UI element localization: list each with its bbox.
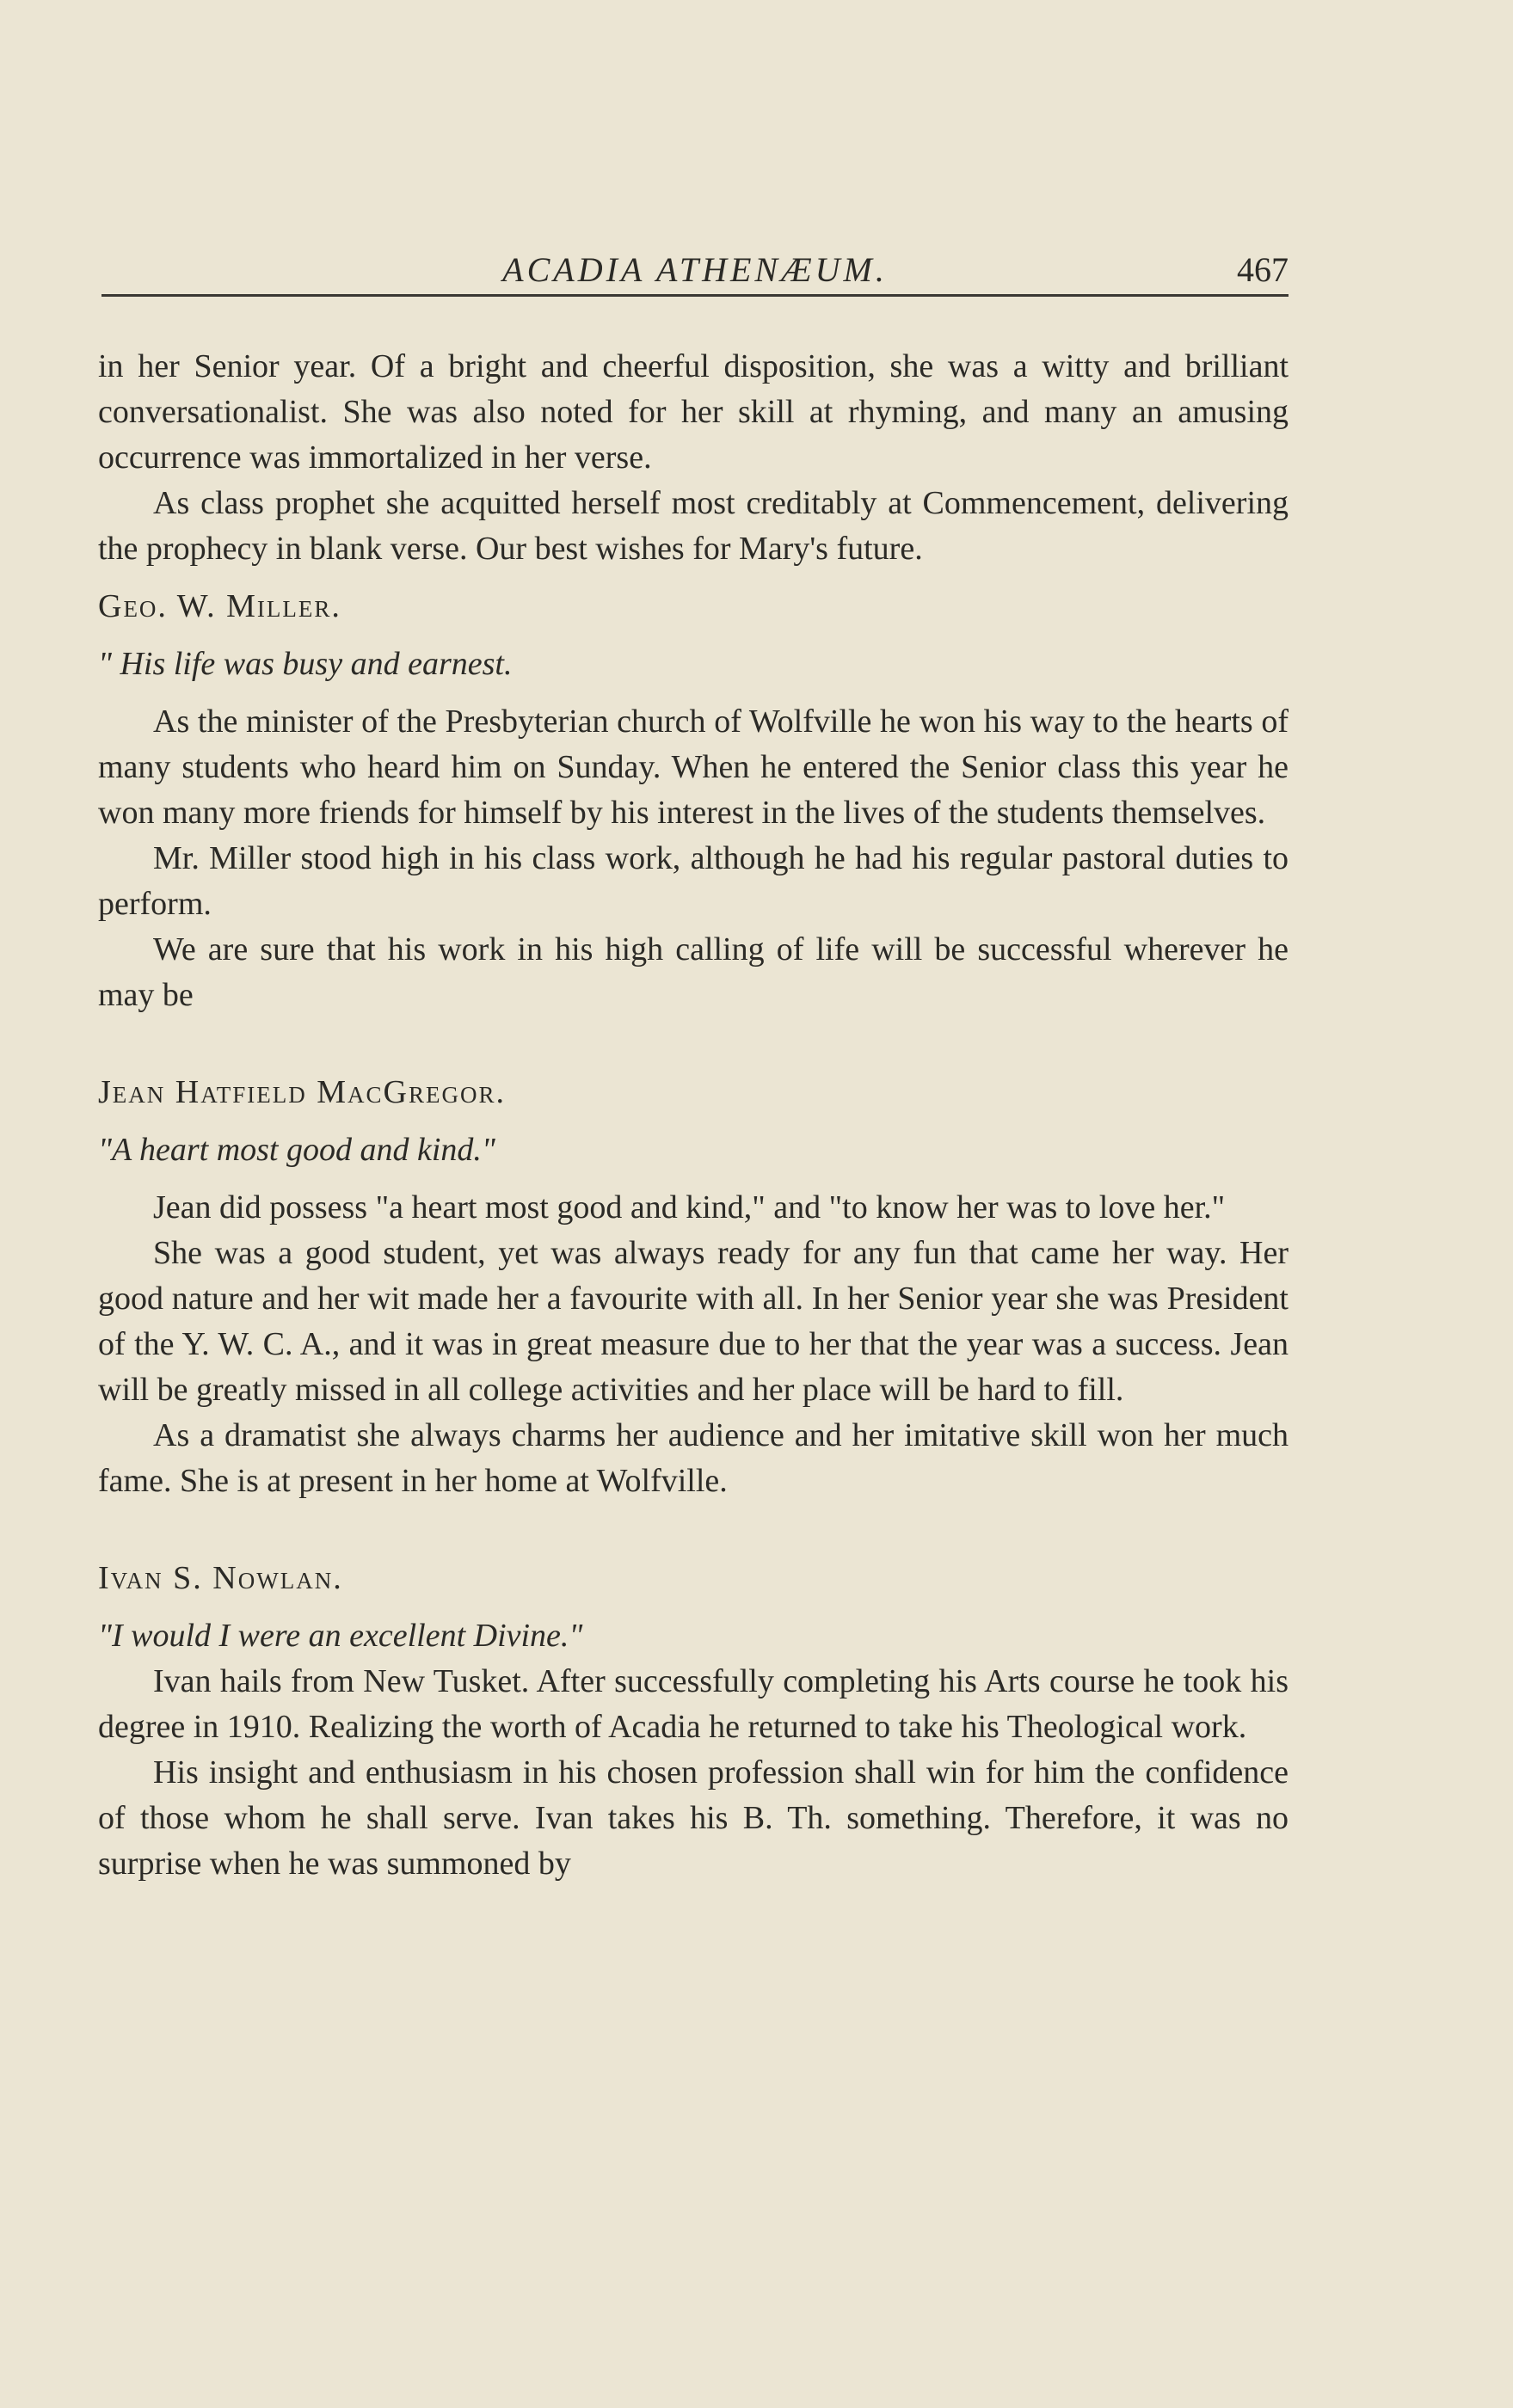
paragraph: His insight and enthusiasm in his chosen profession shall win for him the confidence of those whom he shall serve. Ivan takes his B. Th. something. Therefore, it was no surprise when he was summoned by xyxy=(98,1754,1289,1882)
page-number: 467 xyxy=(1237,250,1289,289)
epigraph: "I would I were an excellent Divine." xyxy=(98,1618,583,1654)
running-title: ACADIA ATHENÆUM. xyxy=(502,250,888,289)
section-heading: Geo. W. Miller. xyxy=(98,588,341,624)
epigraph: "A heart most good and kind." xyxy=(98,1132,495,1168)
paragraph: She was a good student, yet was always ready for any fun that came her way. Her good nature and her wit made her a favourite with all. In her Senior year she was President of the Y. W. C. A., and it was in great measure due to her that the year was a success. Jean will be greatly missed in all college activities and her place will be hard to fill. xyxy=(98,1235,1289,1408)
paragraph: As class prophet she acquitted herself most creditably at Commencement, delivering the prophecy in blank verse. Our best wishes for Mary's future. xyxy=(98,485,1289,567)
paragraph: in her Senior year. Of a bright and cheerful disposition, she was a witty and brilliant conversationalist. She was also noted for her skill at rhyming, and many an amusing occurrence was immortalized in her verse. xyxy=(98,348,1289,476)
paragraph: As the minister of the Presbyterian church of Wolfville he won his way to the hearts of many students who heard him on Sunday. When he entered the Senior class this year he won many more friends for himself by his interest in the lives of the students themselves. xyxy=(98,703,1289,831)
section-heading: Jean Hatfield MacGregor. xyxy=(98,1074,506,1110)
paragraph: As a dramatist she always charms her audience and her imitative skill won her much fame. She is at present in her home at Wolfville. xyxy=(98,1417,1289,1499)
section-heading: Ivan S. Nowlan. xyxy=(98,1560,343,1596)
paragraph: Jean did possess "a heart most good and kind," and "to know her was to love her." xyxy=(153,1189,1226,1226)
paragraph: Ivan hails from New Tusket. After successfully completing his Arts course he took his degree in 1910. Realizing the worth of Acadia he returned to take his Theological work. xyxy=(98,1663,1289,1745)
page-header xyxy=(101,243,1289,297)
paragraph: We are sure that his work in his high calling of life will be successful wherever he may be xyxy=(98,931,1289,1013)
paragraph: Mr. Miller stood high in his class work, although he had his regular pastoral duties to perform. xyxy=(98,840,1289,922)
article-body xyxy=(98,344,1289,1887)
epigraph: " His life was busy and earnest. xyxy=(98,646,513,682)
